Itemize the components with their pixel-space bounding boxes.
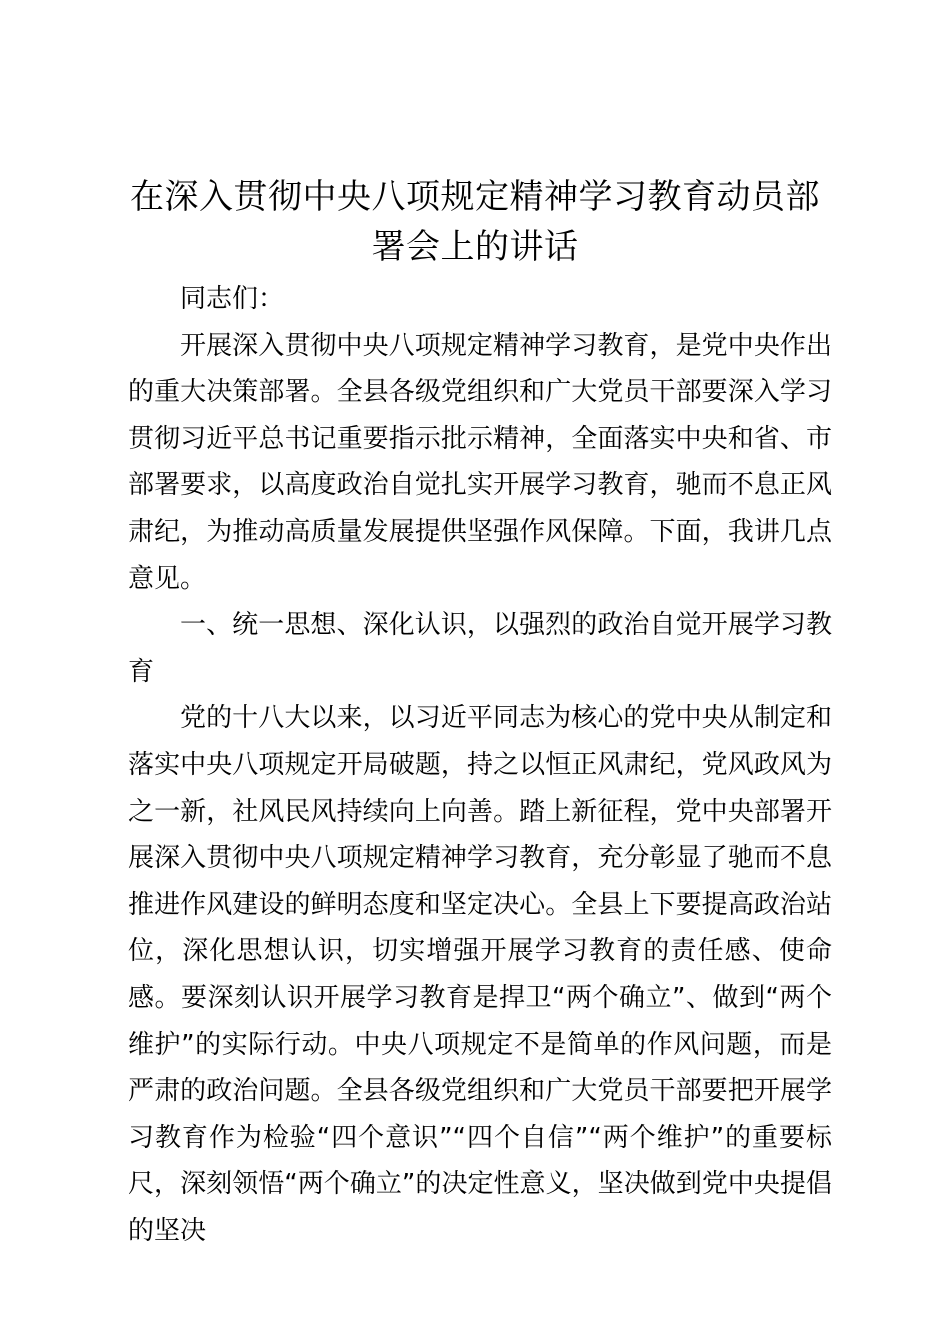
paragraph-intro: 开展深入贯彻中央八项规定精神学习教育，是党中央作出的重大决策部署。全县各级党组织和广大党员干部要深入学习贯彻习近平总书记重要指示批示精神，全面落实中央和省、市部署要求，以高度政治自觉扎实开展学习教育，驰而不息正风肃纪，为推动高质量发展提供坚强作风保障。下面，我讲几点意见。 (128, 330, 832, 594)
document-title: 在深入贯彻中央八项规定精神学习教育动员部署会上的讲话 (130, 177, 820, 267)
section-heading-1: 一、统一思想、深化认识，以强烈的政治自觉开展学习教育 (128, 610, 832, 687)
salutation: 同志们： (180, 284, 285, 314)
document-body (128, 276, 832, 1254)
paragraph-section-1: 党的十八大以来，以习近平同志为核心的党中央从制定和落实中央八项规定开局破题，持之以恒正风肃纪，党风政风为之一新，社风民风持续向上向善。踏上新征程，党中央部署开展深入贯彻中央八项规定精神学习教育，充分彰显了驰而不息推进作风建设的鲜明态度和坚定决心。全县上下要提高政治站位，深化思想认识，切实增强开展学习教育的责任感、使命感。要深刻认识开展学习教育是捍卫“两个确立”、做到“两个维护”的实际行动。中央八项规定不是简单的作风问题，而是严肃的政治问题。全县各级党组织和广大党员干部要把开展学习教育作为检验“四个意识”“四个自信”“两个维护”的重要标尺，深刻领悟“两个确立”的决定性意义，坚决做到党中央提倡的坚决 (128, 703, 832, 1246)
